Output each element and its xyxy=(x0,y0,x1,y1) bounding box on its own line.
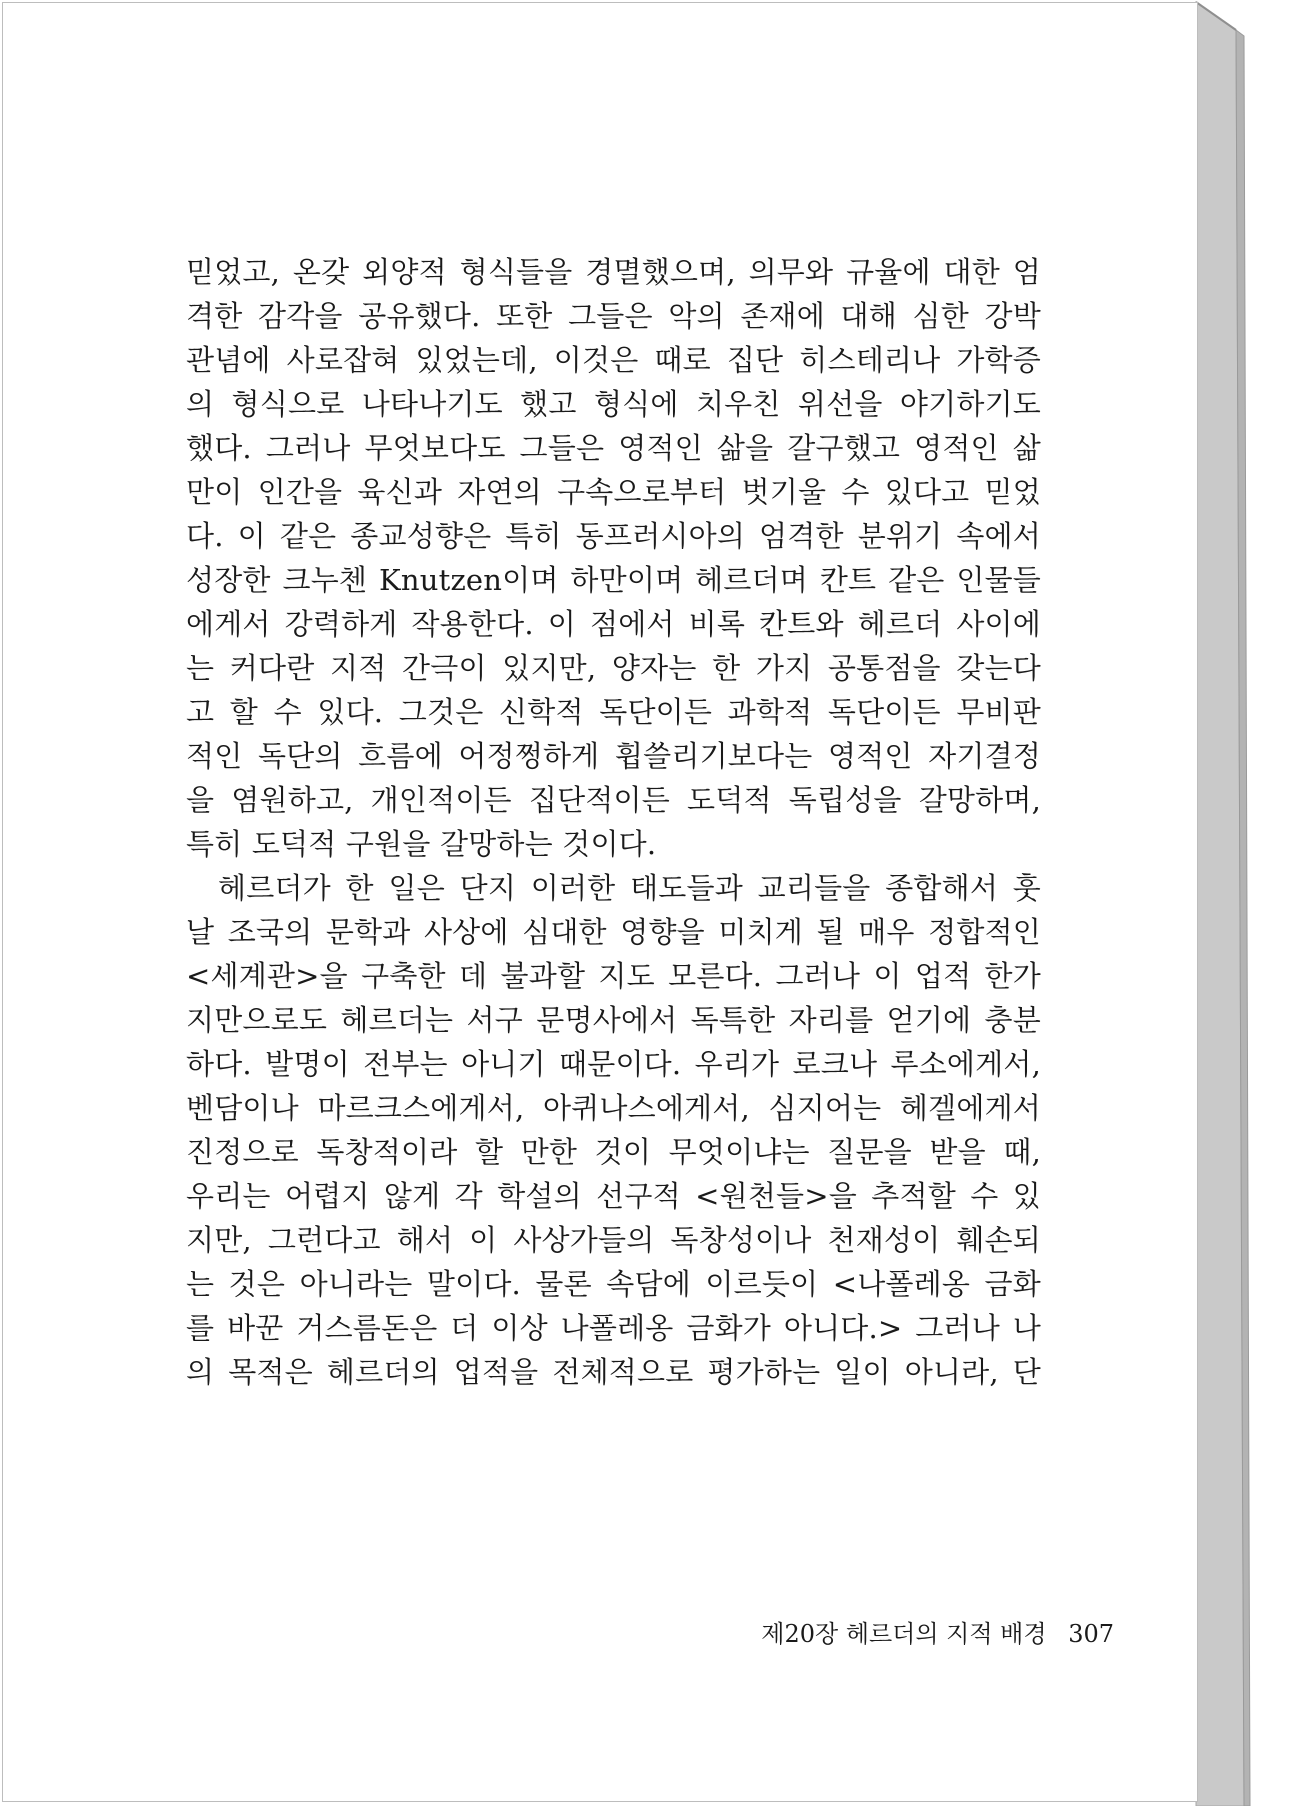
text-line: 했다. 그러나 무엇보다도 그들은 영적인 삶을 갈구했고 영적인 삶 xyxy=(186,431,1041,465)
text-line: 만이 인간을 육신과 자연의 구속으로부터 벗기울 수 있다고 믿었 xyxy=(186,475,1041,509)
text-line: 벤담이나 마르크스에게서, 아퀴나스에게서, 심지어는 헤겔에게서 xyxy=(186,1091,1041,1125)
text-line: 날 조국의 문학과 사상에 심대한 영향을 미치게 될 매우 정합적인 xyxy=(186,915,1041,949)
text-line: 지만으로도 헤르더는 서구 문명사에서 독특한 자리를 얻기에 충분 xyxy=(186,1003,1041,1037)
running-footer-chapter: 제20장 헤르더의 지적 배경 xyxy=(761,1620,1047,1648)
text-line: 에게서 강력하게 작용한다. 이 점에서 비록 칸트와 헤르더 사이에 xyxy=(186,607,1041,641)
text-line: <세계관>을 구축한 데 불과할 지도 모른다. 그러나 이 업적 한가 xyxy=(186,959,1041,993)
text-line: 격한 감각을 공유했다. 또한 그들은 악의 존재에 대해 심한 강박 xyxy=(186,299,1041,333)
text-line: 헤르더가 한 일은 단지 이러한 태도들과 교리들을 종합해서 훗 xyxy=(218,871,1041,905)
text-line: 특히 도덕적 구원을 갈망하는 것이다. xyxy=(186,827,657,861)
text-line: 지만, 그런다고 해서 이 사상가들의 독창성이나 천재성이 훼손되 xyxy=(186,1223,1041,1257)
page-footer xyxy=(761,1614,1114,1654)
text-line: 의 형식으로 나타나기도 했고 형식에 치우친 위선을 야기하기도 xyxy=(186,387,1041,421)
text-line: 를 바꾼 거스름돈은 더 이상 나폴레옹 금화가 아니다.> 그러나 나 xyxy=(186,1311,1041,1345)
text-line: 우리는 어렵지 않게 각 학설의 선구적 <원천들>을 추적할 수 있 xyxy=(186,1179,1041,1213)
text-line: 성장한 크누첸 Knutzen이며 하만이며 헤르더며 칸트 같은 인물들 xyxy=(186,563,1041,597)
text-line: 믿었고, 온갖 외양적 형식들을 경멸했으며, 의무와 규율에 대한 엄 xyxy=(186,255,1041,289)
text-line: 의 목적은 헤르더의 업적을 전체적으로 평가하는 일이 아니라, 단 xyxy=(186,1355,1041,1389)
text-line: 는 커다란 지적 간극이 있지만, 양자는 한 가지 공통점을 갖는다 xyxy=(186,651,1041,685)
text-line: 을 염원하고, 개인적이든 집단적이든 도덕적 독립성을 갈망하며, xyxy=(186,783,1041,817)
text-line: 적인 독단의 흐름에 어정쩡하게 휩쓸리기보다는 영적인 자기결정 xyxy=(186,739,1041,773)
text-line: 는 것은 아니라는 말이다. 물론 속담에 이르듯이 <나폴레옹 금화 xyxy=(186,1267,1041,1301)
text-line: 관념에 사로잡혀 있었는데, 이것은 때로 집단 히스테리나 가학증 xyxy=(186,343,1041,377)
text-line: 다. 이 같은 종교성향은 특히 동프러시아의 엄격한 분위기 속에서 xyxy=(186,519,1041,553)
text-line: 고 할 수 있다. 그것은 신학적 독단이든 과학적 독단이든 무비판 xyxy=(186,695,1041,729)
body-text xyxy=(186,250,1041,1394)
text-line: 하다. 발명이 전부는 아니기 때문이다. 우리가 로크나 루소에게서, xyxy=(186,1047,1041,1081)
page-number: 307 xyxy=(1068,1620,1114,1648)
text-line: 진정으로 독창적이라 할 만한 것이 무엇이냐는 질문을 받을 때, xyxy=(186,1135,1041,1169)
